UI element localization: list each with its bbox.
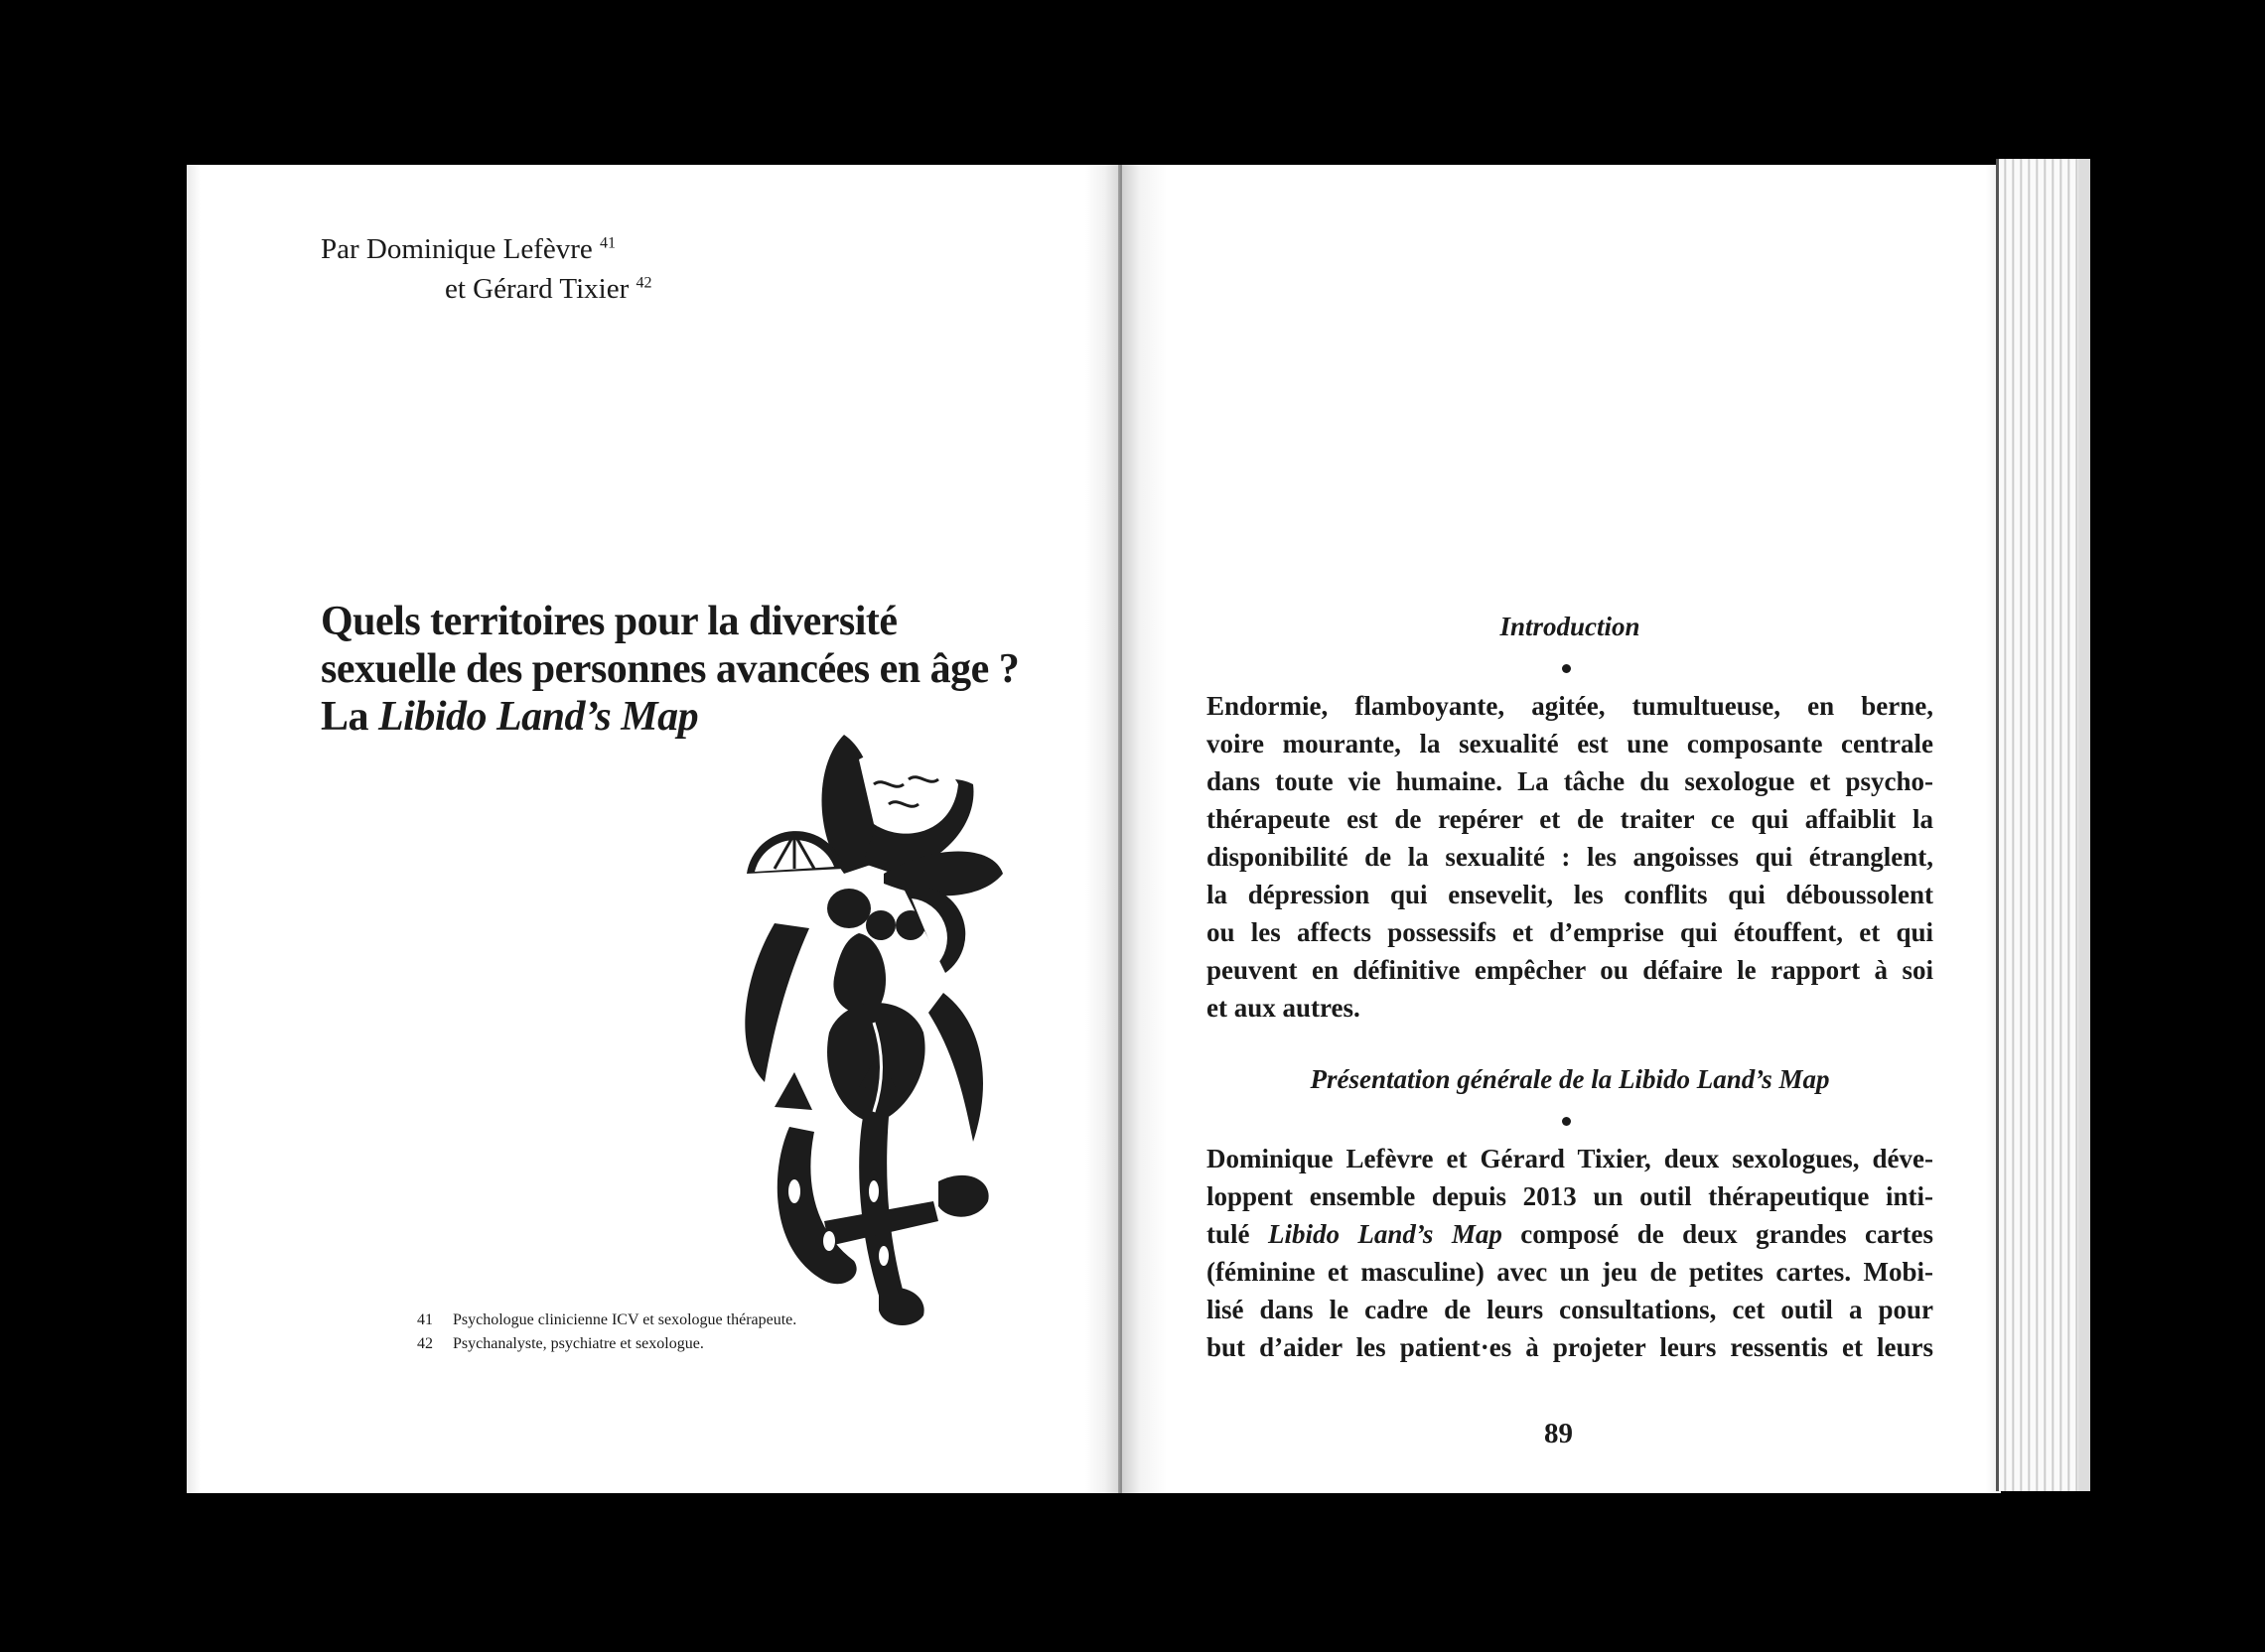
heading-presentation: Présentation générale de la Libido Land’s Map [1310,1064,1830,1094]
footnote-41: 41 Psychologue clinicienne ICV et sexologue thérapeute. [417,1311,797,1328]
footnote-42: 42 Psychanalyste, psychiatre et sexologue. [417,1335,704,1352]
paragraph-introduction: Endormie, flamboyante, agitée, tumultueuse, en berne, voire mourante, la sexualité est une composante centrale dans toute vie humaine. La tâche du sexologue et psycho- thérapeute est de repérer et de traiter ce qui affaiblit la disponibilité de la sexualité : les angoisses qui étranglent, la dépression qui ensevelit, les conflits qui déboussolent ou les affects possessifs et d’emprise qui étouffent, et qui peuvent en définitive empêcher ou défaire le rapport à soi et aux autres. [1206,691,1933,1023]
footnote-ref-41[interactable]: 41 [600,234,617,252]
footnotes [417,1308,796,1356]
page-edges [1996,159,2090,1491]
title-line-2: sexuelle des personnes avancées en âge ? [321,646,1020,692]
chapter-title [321,598,1075,741]
title-line-1: Quels territoires pour la diversité [321,599,898,644]
title-line-3: La Libido Land’s Map [321,694,699,740]
section-bullet [1562,664,1571,673]
author-line-2: et Gérard Tixier $^{42}$ [445,273,652,305]
section-bullet [1562,1117,1571,1126]
paragraph-presentation: Dominique Lefèvre et Gérard Tixier, deux sexologues, déve- loppent ensemble depuis 2013 un outil thérapeutique inti- tulé Libido Land’s Map composé de deux grandes cartes (féminine et masculine) avec un jeu de petites cartes. Mobi- lisé dans le cadre de leurs consultations, cet outil a pour but d’aider les patient·es à projeter leurs ressentis et leurs [1206,1144,1934,1362]
footnote-ref-42[interactable]: 42 [636,274,652,292]
heading-introduction: Introduction [1499,612,1640,641]
author-line-1: Par Dominique Lefèvre $^{41}$ [321,233,617,265]
fruit-figure-illustration [735,725,1082,1330]
page-number: 89 [1544,1418,1573,1449]
